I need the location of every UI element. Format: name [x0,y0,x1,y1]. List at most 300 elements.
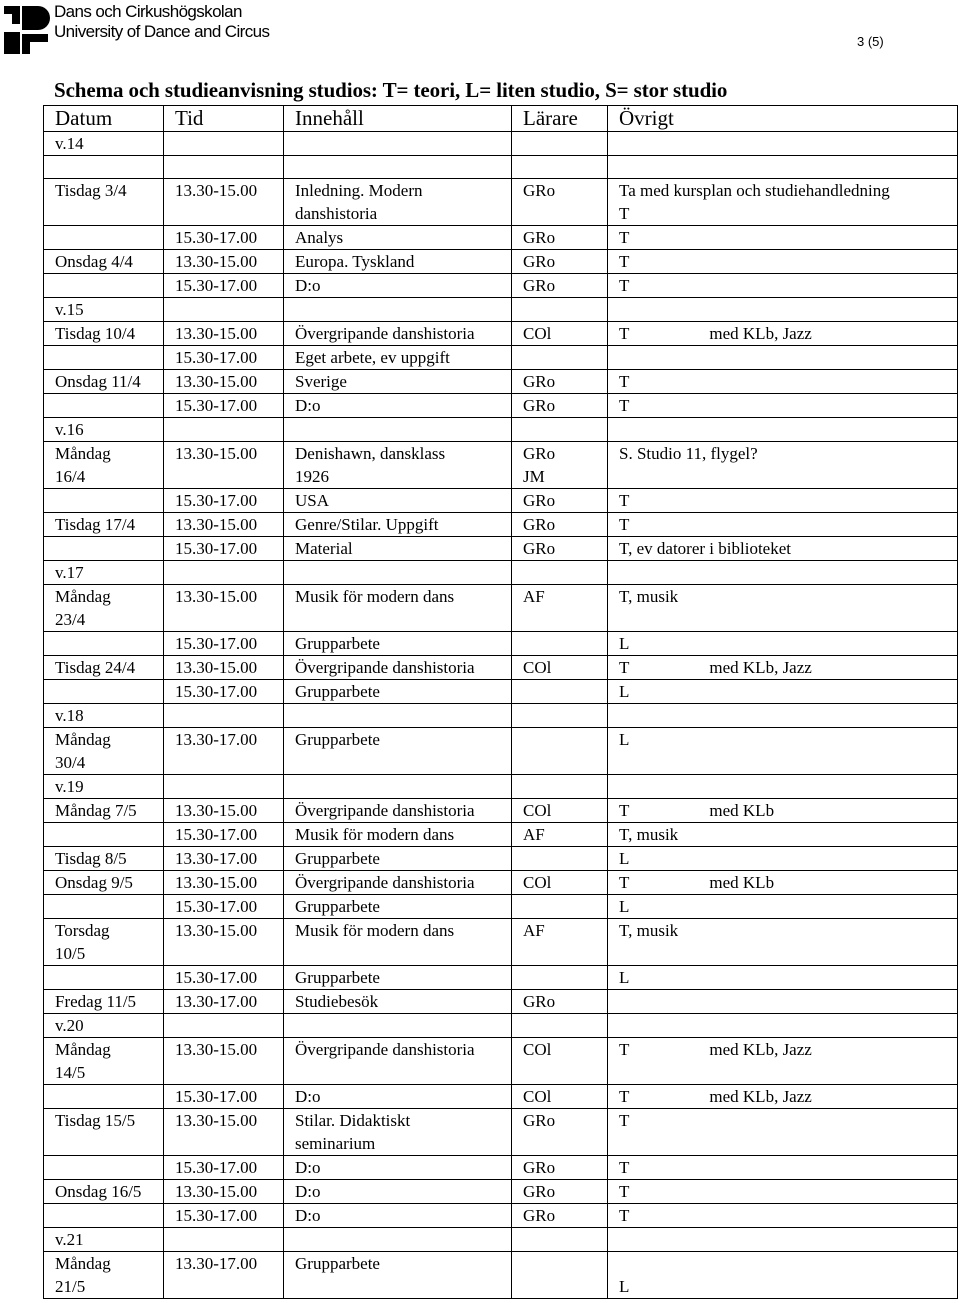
cell-ovrigt [608,728,958,775]
cell-larare [512,513,608,537]
cell-ovrigt [608,871,958,895]
cell-datum [44,322,164,346]
cell-tid-text: 13.30-17.00 [175,849,258,868]
cell-larare-text: GRo [523,491,556,510]
cell-ovrigt-text: T, musik [619,587,679,606]
cell-larare-text: GRo [523,539,556,558]
cell-extra-note: med KLb [709,873,775,892]
cell-ovrigt-text: T, musik [619,921,679,940]
cell-larare-text: GRo [523,1206,556,1225]
cell-larare-text: GRo [523,992,556,1011]
cell-larare-text: GRo [523,1158,556,1177]
cell-datum-text: 14/5 [55,1063,86,1082]
cell-innehall [284,775,512,799]
cell-tid [164,418,284,442]
cell-tid-text: 13.30-15.00 [175,252,258,271]
cell-innehall-text: Grupparbete [295,897,380,916]
cell-datum-text: 30/4 [55,753,86,772]
cell-extra-note: med KLb, Jazz [709,324,812,343]
cell-innehall-text: D:o [295,1206,321,1225]
cell-datum-text: Tisdag 8/5 [55,849,127,868]
cell-datum [44,775,164,799]
cell-tid-text: 15.30-17.00 [175,396,258,415]
cell-innehall-text: Övergripande danshistoria [295,658,475,677]
cell-tid [164,847,284,871]
cell-datum-text: Fredag 11/5 [55,992,137,1011]
cell-innehall-text: Musik för modern dans [295,921,455,940]
cell-datum-text: Måndag 7/5 [55,801,137,820]
cell-innehall-text: Material [295,539,353,558]
cell-datum [44,823,164,847]
cell-tid [164,775,284,799]
cell-ovrigt [608,489,958,513]
cell-datum-text: Tisdag 10/4 [55,324,136,343]
cell-larare [512,1038,608,1085]
table-row [44,895,958,919]
cell-larare-text: AF [523,921,545,940]
cell-datum [44,871,164,895]
cell-innehall [284,274,512,298]
cell-ovrigt-text: L [619,1277,630,1296]
cell-innehall-text: Sverige [295,372,347,391]
cell-tid [164,1156,284,1180]
cell-larare-text: AF [523,825,545,844]
cell-ovrigt-text: T [619,252,630,271]
cell-tid-text: 13.30-17.00 [175,1254,258,1273]
cell-datum [44,489,164,513]
cell-innehall [284,1156,512,1180]
cell-larare [512,250,608,274]
cell-tid [164,179,284,226]
ovrigt-line [619,656,957,679]
document-title: Schema och studieanvisning studios: T= teori, L= liten studio, S= stor studio [54,78,728,102]
cell-datum-text: 21/5 [55,1277,86,1296]
cell-larare [512,966,608,990]
table-row [44,871,958,895]
cell-datum-text: Måndag [55,587,111,606]
cell-larare [512,1180,608,1204]
table-row [44,728,958,775]
cell-larare [512,298,608,322]
cell-ovrigt-text: T [619,1206,630,1225]
cell-ovrigt-text: T [619,1182,630,1201]
org-name-english: University of Dance and Circus [54,22,270,41]
cell-datum [44,132,164,156]
cell-datum [44,442,164,489]
cell-datum [44,394,164,418]
cell-tid [164,298,284,322]
cell-innehall-text: D:o [295,1182,321,1201]
cell-larare [512,322,608,346]
cell-tid [164,680,284,704]
cell-ovrigt [608,298,958,322]
cell-ovrigt [608,537,958,561]
cell-datum-text: Onsdag 4/4 [55,252,133,271]
table-row [44,442,958,489]
cell-innehall-text: D:o [295,1087,321,1106]
table-row [44,418,958,442]
cell-ovrigt-text: T, ev datorer i biblioteket [619,539,791,558]
column-header-innehall: Innehåll [284,106,512,132]
cell-larare [512,1109,608,1156]
cell-tid-text: 15.30-17.00 [175,228,258,247]
ovrigt-line [619,322,957,345]
schedule-body [44,132,958,1299]
cell-datum-text: v.17 [55,563,84,582]
cell-datum [44,513,164,537]
table-row [44,1204,958,1228]
cell-tid [164,1014,284,1038]
cell-ovrigt-text: Ta med kursplan och studiehandledning [619,181,890,200]
cell-ovrigt-text: T [619,1087,630,1106]
cell-ovrigt-text: T [619,1111,630,1130]
cell-innehall [284,728,512,775]
cell-larare [512,394,608,418]
cell-tid [164,1109,284,1156]
cell-larare [512,823,608,847]
cell-ovrigt-text: T [619,324,630,343]
cell-innehall [284,561,512,585]
cell-innehall [284,1228,512,1252]
cell-tid-text: 13.30-15.00 [175,1111,258,1130]
cell-ovrigt [608,418,958,442]
column-header-datum: Datum [44,106,164,132]
cell-datum [44,274,164,298]
cell-tid [164,370,284,394]
cell-datum [44,250,164,274]
table-row [44,1228,958,1252]
cell-tid [164,513,284,537]
cell-tid-text: 15.30-17.00 [175,276,258,295]
cell-datum [44,1085,164,1109]
table-row [44,1109,958,1156]
cell-ovrigt [608,442,958,489]
cell-tid [164,274,284,298]
cell-ovrigt-text: T [619,491,630,510]
cell-ovrigt [608,847,958,871]
cell-tid-text: 15.30-17.00 [175,539,258,558]
cell-ovrigt [608,394,958,418]
cell-larare-text: GRo [523,181,556,200]
cell-larare-text: GRo [523,1111,556,1130]
cell-larare-text: GRo [523,276,556,295]
cell-datum-text: Tisdag 15/5 [55,1111,136,1130]
cell-datum-text: v.14 [55,134,84,153]
cell-innehall-text: seminarium [295,1134,376,1153]
cell-tid [164,1038,284,1085]
cell-tid-text: 13.30-15.00 [175,444,258,463]
cell-datum-text: v.20 [55,1016,84,1035]
cell-ovrigt [608,585,958,632]
cell-innehall [284,990,512,1014]
cell-tid [164,226,284,250]
cell-larare [512,680,608,704]
cell-innehall-text: D:o [295,396,321,415]
cell-innehall [284,895,512,919]
cell-ovrigt [608,346,958,370]
cell-tid-text: 13.30-15.00 [175,587,258,606]
cell-ovrigt [608,775,958,799]
cell-larare [512,489,608,513]
ovrigt-line [619,1038,957,1061]
cell-extra-note: med KLb, Jazz [709,1040,812,1059]
cell-datum [44,370,164,394]
cell-tid-text: 13.30-15.00 [175,372,258,391]
cell-tid [164,322,284,346]
cell-larare [512,1204,608,1228]
cell-innehall-text: 1926 [295,467,329,486]
cell-larare-text: GRo [523,396,556,415]
cell-innehall [284,1204,512,1228]
cell-ovrigt [608,1038,958,1085]
cell-datum-text: Måndag [55,1254,111,1273]
cell-larare [512,226,608,250]
cell-innehall-text: Musik för modern dans [295,825,455,844]
cell-larare [512,1085,608,1109]
cell-tid-text: 15.30-17.00 [175,491,258,510]
cell-innehall-text: Grupparbete [295,849,380,868]
cell-datum-text: Onsdag 16/5 [55,1182,142,1201]
cell-tid [164,537,284,561]
cell-innehall-text: Genre/Stilar. Uppgift [295,515,439,534]
cell-innehall [284,704,512,728]
cell-datum [44,1180,164,1204]
cell-ovrigt-text: L [619,849,630,868]
cell-larare [512,919,608,966]
cell-innehall [284,799,512,823]
cell-datum [44,895,164,919]
table-row [44,1252,958,1299]
cell-tid [164,966,284,990]
cell-ovrigt-text: S. Studio 11, flygel? [619,444,758,463]
cell-datum-text: v.18 [55,706,84,725]
cell-innehall-text: Övergripande danshistoria [295,324,475,343]
column-header-larare: Lärare [512,106,608,132]
cell-innehall [284,418,512,442]
cell-ovrigt [608,895,958,919]
cell-datum [44,561,164,585]
cell-tid-text: 13.30-15.00 [175,515,258,534]
cell-datum-text: 16/4 [55,467,86,486]
cell-innehall [284,226,512,250]
cell-ovrigt [608,656,958,680]
cell-datum-text: Onsdag 11/4 [55,372,141,391]
table-row [44,513,958,537]
cell-tid-text: 13.30-15.00 [175,324,258,343]
cell-datum [44,298,164,322]
cell-datum [44,632,164,656]
column-header-ovrigt: Övrigt [608,106,958,132]
cell-datum [44,966,164,990]
cell-innehall-text: Analys [295,228,344,247]
cell-larare [512,156,608,179]
cell-tid-text: 13.30-17.00 [175,730,258,749]
cell-ovrigt [608,1228,958,1252]
cell-tid-text: 15.30-17.00 [175,968,258,987]
cell-tid [164,442,284,489]
cell-larare [512,537,608,561]
cell-datum [44,1252,164,1299]
cell-larare [512,847,608,871]
cell-datum [44,585,164,632]
table-row [44,799,958,823]
table-row [44,250,958,274]
cell-innehall [284,442,512,489]
cell-innehall [284,632,512,656]
table-row [44,704,958,728]
cell-ovrigt-text: T [619,228,630,247]
cell-datum [44,418,164,442]
cell-larare [512,370,608,394]
cell-ovrigt [608,919,958,966]
cell-ovrigt-text: T [619,204,630,223]
cell-datum [44,919,164,966]
cell-datum [44,1038,164,1085]
cell-innehall-text: Grupparbete [295,682,380,701]
cell-innehall-text: Stilar. Didaktiskt [295,1111,411,1130]
cell-ovrigt-text: T [619,801,630,820]
cell-innehall [284,823,512,847]
table-row [44,775,958,799]
table-row [44,847,958,871]
cell-ovrigt [608,226,958,250]
cell-larare-text: COl [523,1087,552,1106]
cell-innehall [284,537,512,561]
cell-innehall [284,250,512,274]
cell-extra-note: med KLb [709,801,775,820]
cell-datum-text: Onsdag 9/5 [55,873,133,892]
table-row [44,274,958,298]
cell-tid [164,656,284,680]
cell-ovrigt [608,1014,958,1038]
cell-innehall-text: Europa. Tyskland [295,252,415,271]
cell-datum [44,728,164,775]
cell-innehall-text: Grupparbete [295,634,380,653]
cell-datum [44,656,164,680]
cell-datum-text: Måndag [55,1040,111,1059]
cell-innehall [284,346,512,370]
cell-datum [44,537,164,561]
cell-ovrigt [608,680,958,704]
cell-ovrigt [608,1252,958,1299]
table-row [44,823,958,847]
cell-tid [164,728,284,775]
cell-innehall [284,1252,512,1299]
cell-ovrigt-text: L [619,682,630,701]
cell-innehall [284,1109,512,1156]
cell-larare-text: JM [523,467,545,486]
table-row [44,1014,958,1038]
cell-innehall [284,179,512,226]
cell-innehall-text: Inledning. Modern [295,181,423,200]
cell-larare [512,132,608,156]
cell-ovrigt [608,274,958,298]
cell-datum [44,799,164,823]
cell-tid-text: 13.30-15.00 [175,801,258,820]
cell-tid-text: 15.30-17.00 [175,897,258,916]
table-row [44,394,958,418]
org-name [54,2,269,42]
cell-innehall [284,298,512,322]
cell-larare-text: GRo [523,372,556,391]
cell-datum [44,1156,164,1180]
cell-tid [164,346,284,370]
cell-tid [164,1085,284,1109]
table-row [44,1085,958,1109]
cell-innehall-text: Denishawn, dansklass [295,444,446,463]
cell-datum [44,179,164,226]
cell-innehall [284,847,512,871]
cell-ovrigt-text: T [619,873,630,892]
table-row [44,537,958,561]
cell-datum [44,1109,164,1156]
cell-tid [164,489,284,513]
cell-tid [164,871,284,895]
cell-innehall-text: danshistoria [295,204,378,223]
cell-innehall [284,513,512,537]
cell-innehall [284,1180,512,1204]
cell-innehall [284,489,512,513]
cell-ovrigt [608,132,958,156]
cell-ovrigt [608,632,958,656]
cell-larare [512,1156,608,1180]
cell-ovrigt [608,1109,958,1156]
cell-ovrigt [608,322,958,346]
cell-larare [512,418,608,442]
page-number: 3 (5) [857,34,884,49]
cell-ovrigt-text: T [619,396,630,415]
cell-larare-text: COl [523,873,552,892]
cell-tid [164,632,284,656]
cell-datum [44,847,164,871]
cell-tid-text: 15.30-17.00 [175,348,258,367]
table-header-row [44,106,958,132]
cell-tid-text: 13.30-15.00 [175,1040,258,1059]
cell-tid-text: 13.30-15.00 [175,873,258,892]
cell-larare [512,1228,608,1252]
cell-tid [164,823,284,847]
cell-datum [44,1228,164,1252]
cell-ovrigt-text: T, musik [619,825,679,844]
cell-datum-text: Måndag [55,444,111,463]
cell-tid [164,1180,284,1204]
cell-ovrigt-text: T [619,1158,630,1177]
cell-datum [44,1204,164,1228]
cell-tid [164,156,284,179]
cell-larare-text: GRo [523,228,556,247]
cell-larare [512,990,608,1014]
table-row [44,561,958,585]
cell-datum [44,226,164,250]
table-row [44,656,958,680]
cell-datum-text: Torsdag [55,921,110,940]
cell-larare [512,895,608,919]
cell-innehall-text: Studiebesök [295,992,379,1011]
table-row [44,370,958,394]
cell-ovrigt [608,704,958,728]
table-row [44,226,958,250]
table-row [44,680,958,704]
cell-tid-text: 13.30-17.00 [175,992,258,1011]
cell-tid [164,585,284,632]
cell-ovrigt-text: T [619,515,630,534]
cell-ovrigt-text: T [619,1040,630,1059]
cell-ovrigt [608,179,958,226]
cell-larare-text: COl [523,801,552,820]
cell-ovrigt [608,156,958,179]
cell-larare-text: GRo [523,252,556,271]
column-header-tid: Tid [164,106,284,132]
